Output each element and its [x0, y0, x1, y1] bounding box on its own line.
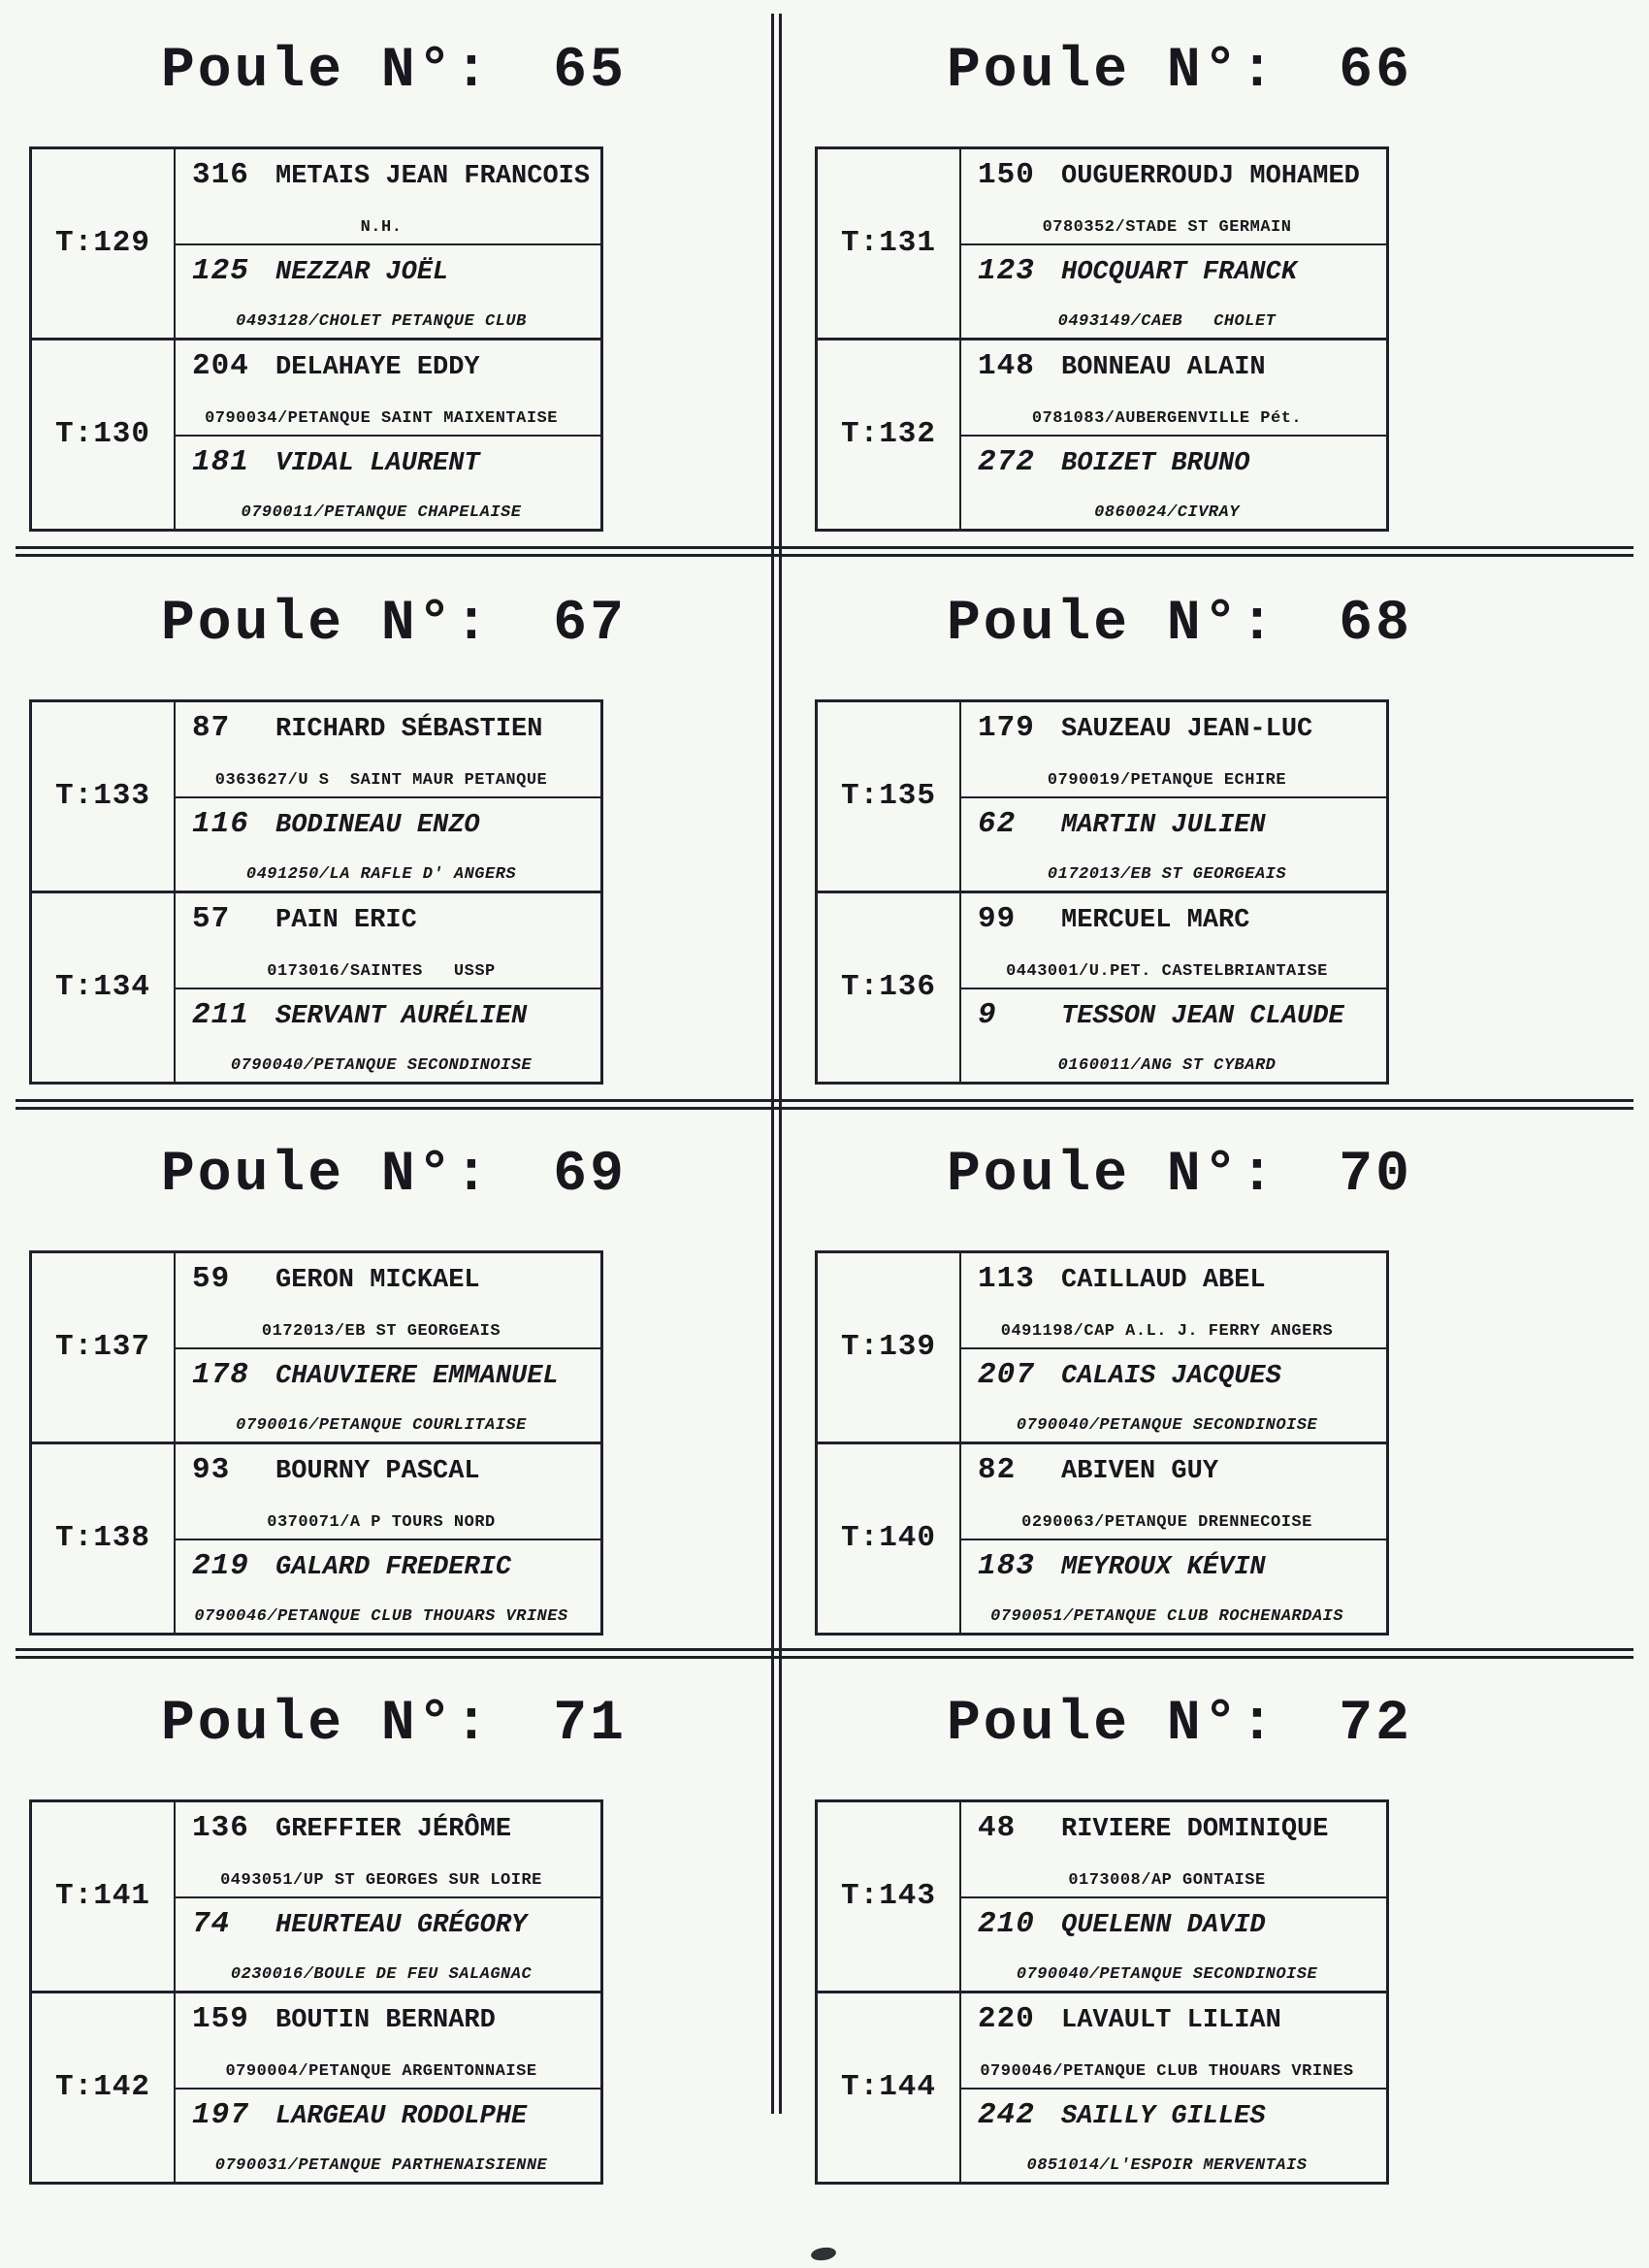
pool-table — [29, 1799, 603, 2185]
player-name: MERCUEL MARC — [1061, 905, 1250, 935]
player-name: HEURTEAU GRÉGORY — [275, 1910, 528, 1940]
player-number: 148 — [978, 348, 1035, 383]
pool-title — [161, 40, 776, 103]
terrain-cell — [818, 340, 961, 529]
players-cell — [176, 149, 600, 338]
player-row — [176, 1993, 600, 2088]
player-row — [961, 1539, 1386, 1633]
player-name: LAVAULT LILIAN — [1061, 2005, 1281, 2035]
pool-title — [947, 40, 1649, 103]
match-row — [32, 149, 600, 338]
terrain-label: T:136 — [840, 970, 936, 1005]
player-name: VIDAL LAURENT — [275, 448, 480, 478]
player-club: 0160011/ANG ST CYBARD — [1057, 1055, 1277, 1075]
player-club: 0790040/PETANQUE SECONDINOISE — [230, 1055, 533, 1075]
player-number: 316 — [192, 157, 249, 192]
player-row — [961, 2088, 1386, 2182]
player-name: SERVANT AURÉLIEN — [275, 1001, 528, 1031]
terrain-cell — [818, 1802, 961, 1991]
player-number: 123 — [978, 253, 1035, 288]
player-number: 272 — [978, 444, 1035, 479]
player-number: 210 — [978, 1906, 1035, 1941]
player-number: 204 — [192, 348, 249, 383]
pool-title-prefix: Poule N°: — [947, 40, 1277, 103]
player-club: 0230016/BOULE DE FEU SALAGNAC — [230, 1964, 533, 1984]
terrain-cell — [818, 149, 961, 338]
player-name: GREFFIER JÉRÔME — [275, 1814, 512, 1844]
player-row — [176, 1253, 600, 1347]
player-row — [961, 1347, 1386, 1442]
player-row — [961, 340, 1386, 435]
terrain-label: T:133 — [54, 779, 150, 814]
pool-number: 72 — [1339, 1693, 1412, 1756]
terrain-label: T:139 — [840, 1330, 936, 1365]
player-row — [961, 1253, 1386, 1347]
player-name: RIVIERE DOMINIQUE — [1061, 1814, 1329, 1844]
match-row — [818, 338, 1386, 529]
players-cell — [961, 340, 1386, 529]
pool-table — [815, 1250, 1389, 1636]
player-number: 99 — [978, 901, 1017, 936]
match-row — [818, 1253, 1386, 1442]
player-row — [961, 1993, 1386, 2088]
player-club: 0860024/CIVRAY — [1094, 502, 1240, 522]
pool-title — [947, 1693, 1649, 1756]
pool-table — [815, 699, 1389, 1085]
player-number: 48 — [978, 1810, 1017, 1845]
match-row — [818, 1802, 1386, 1991]
terrain-cell — [32, 1993, 176, 2182]
player-number: 197 — [192, 2097, 249, 2132]
terrain-label: T:141 — [54, 1879, 150, 1914]
terrain-cell — [818, 1993, 961, 2182]
player-club: 0790019/PETANQUE ECHIRE — [1047, 770, 1287, 790]
player-name: SAUZEAU JEAN-LUC — [1061, 714, 1313, 744]
match-row — [818, 891, 1386, 1082]
player-club: 0790051/PETANQUE CLUB ROCHENARDAIS — [990, 1606, 1343, 1626]
pool-number: 66 — [1339, 40, 1412, 103]
player-row — [961, 796, 1386, 891]
player-name: SAILLY GILLES — [1061, 2101, 1266, 2131]
pool-table — [815, 1799, 1389, 2185]
player-name: BONNEAU ALAIN — [1061, 352, 1266, 382]
player-name: HOCQUART FRANCK — [1061, 257, 1298, 287]
players-cell — [176, 1802, 600, 1991]
pool-title — [161, 1144, 776, 1207]
player-club: 0780352/STADE ST GERMAIN — [1042, 217, 1292, 237]
pool-block — [776, 553, 1649, 1104]
pool-number: 71 — [553, 1693, 627, 1756]
player-club: 0493149/CAEB CHOLET — [1057, 311, 1277, 331]
player-row — [961, 988, 1386, 1082]
player-club: 0790040/PETANQUE SECONDINOISE — [1016, 1964, 1318, 1984]
player-name: CAILLAUD ABEL — [1061, 1265, 1266, 1295]
player-row — [176, 893, 600, 988]
player-row — [176, 1539, 600, 1633]
player-name: GALARD FREDERIC — [275, 1552, 512, 1582]
player-number: 178 — [192, 1357, 249, 1392]
player-name: GERON MICKAEL — [275, 1265, 480, 1295]
terrain-label: T:135 — [840, 779, 936, 814]
player-row — [961, 243, 1386, 338]
pool-table — [815, 146, 1389, 532]
match-row — [32, 1802, 600, 1991]
player-club: 0491198/CAP A.L. J. FERRY ANGERS — [1000, 1321, 1334, 1341]
player-name: NEZZAR JOËL — [275, 257, 449, 287]
terrain-label: T:138 — [54, 1521, 150, 1556]
player-club: 0790046/PETANQUE CLUB THOUARS VRINES — [980, 2061, 1354, 2081]
player-club: 0493128/CHOLET PETANQUE CLUB — [236, 311, 527, 331]
player-number: 9 — [978, 997, 997, 1032]
match-row — [818, 149, 1386, 338]
player-row — [176, 340, 600, 435]
player-row — [176, 1444, 600, 1539]
player-number: 62 — [978, 806, 1017, 841]
player-club: 0790046/PETANQUE CLUB THOUARS VRINES — [194, 1606, 568, 1626]
player-name: MARTIN JULIEN — [1061, 810, 1266, 840]
player-row — [176, 988, 600, 1082]
pool-number: 65 — [553, 40, 627, 103]
player-row — [176, 1802, 600, 1896]
pool-title-prefix: Poule N°: — [947, 1144, 1277, 1207]
players-cell — [176, 1993, 600, 2182]
player-name: PAIN ERIC — [275, 905, 417, 935]
pool-title-prefix: Poule N°: — [161, 40, 492, 103]
pool-title-prefix: Poule N°: — [161, 1144, 492, 1207]
player-name: BODINEAU ENZO — [275, 810, 480, 840]
player-club: 0173016/SAINTES USSP — [267, 961, 496, 981]
pool-title — [161, 1693, 776, 1756]
player-row — [176, 796, 600, 891]
player-number: 219 — [192, 1548, 249, 1583]
player-name: BOURNY PASCAL — [275, 1456, 480, 1486]
player-number: 74 — [192, 1906, 231, 1941]
player-club: 0790031/PETANQUE PARTHENAISIENNE — [214, 2155, 548, 2175]
match-row — [32, 891, 600, 1082]
player-name: BOUTIN BERNARD — [275, 2005, 496, 2035]
pool-block — [0, 0, 776, 553]
pool-title-prefix: Poule N°: — [947, 593, 1277, 656]
players-cell — [961, 1802, 1386, 1991]
player-number: 57 — [192, 901, 231, 936]
player-number: 113 — [978, 1261, 1035, 1296]
match-row — [32, 338, 600, 529]
match-row — [32, 1442, 600, 1633]
pool-block — [776, 0, 1649, 553]
match-row — [818, 702, 1386, 891]
player-club: 0851014/L'ESPOIR MERVENTAIS — [1026, 2155, 1308, 2175]
players-cell — [176, 1444, 600, 1633]
player-number: 136 — [192, 1810, 249, 1845]
player-number: 150 — [978, 157, 1035, 192]
pool-number: 69 — [553, 1144, 627, 1207]
players-cell — [961, 893, 1386, 1082]
player-number: 59 — [192, 1261, 231, 1296]
terrain-label: T:144 — [840, 2070, 936, 2105]
player-row — [961, 1802, 1386, 1896]
player-number: 181 — [192, 444, 249, 479]
player-name: METAIS JEAN FRANCOIS — [275, 161, 591, 191]
player-number: 116 — [192, 806, 249, 841]
player-name: ABIVEN GUY — [1061, 1456, 1219, 1486]
player-number: 207 — [978, 1357, 1035, 1392]
terrain-label: T:143 — [840, 1879, 936, 1914]
terrain-cell — [818, 1444, 961, 1633]
player-row — [176, 702, 600, 796]
player-club: 0493051/UP ST GEORGES SUR LOIRE — [220, 1870, 542, 1890]
player-name: TESSON JEAN CLAUDE — [1061, 1001, 1344, 1031]
player-name: CHAUVIERE EMMANUEL — [275, 1361, 559, 1391]
pool-title-prefix: Poule N°: — [947, 1693, 1277, 1756]
player-club: 0790040/PETANQUE SECONDINOISE — [1016, 1415, 1318, 1435]
player-row — [176, 149, 600, 243]
player-number: 159 — [192, 2001, 249, 2036]
pool-title-prefix: Poule N°: — [161, 1693, 492, 1756]
player-number: 125 — [192, 253, 249, 288]
player-number: 82 — [978, 1452, 1017, 1487]
player-name: MEYROUX KÉVIN — [1061, 1552, 1266, 1582]
players-cell — [961, 702, 1386, 891]
terrain-cell — [32, 893, 176, 1082]
player-club: 0790016/PETANQUE COURLITAISE — [236, 1415, 527, 1435]
player-name: CALAIS JACQUES — [1061, 1361, 1281, 1391]
player-row — [176, 243, 600, 338]
player-club: 0443001/U.PET. CASTELBRIANTAISE — [1006, 961, 1328, 981]
pool-title — [947, 593, 1649, 656]
pool-table — [29, 1250, 603, 1636]
pool-title-prefix: Poule N°: — [161, 593, 492, 656]
pool-block — [0, 1653, 776, 2235]
player-number: 211 — [192, 997, 249, 1032]
player-row — [961, 893, 1386, 988]
player-row — [961, 702, 1386, 796]
player-club: 0370071/A P TOURS NORD — [267, 1512, 496, 1532]
pool-number: 70 — [1339, 1144, 1412, 1207]
players-cell — [176, 702, 600, 891]
player-name: RICHARD SÉBASTIEN — [275, 714, 543, 744]
player-club: 0491250/LA RAFLE D' ANGERS — [245, 864, 517, 884]
player-club: 0781083/AUBERGENVILLE Pét. — [1031, 408, 1303, 428]
match-row — [32, 702, 600, 891]
player-row — [176, 1347, 600, 1442]
player-number: 87 — [192, 710, 231, 745]
player-club: 0363627/U S SAINT MAUR PETANQUE — [214, 770, 548, 790]
player-name: OUGUERROUDJ MOHAMED — [1061, 161, 1360, 191]
players-cell — [961, 1993, 1386, 2182]
player-number: 93 — [192, 1452, 231, 1487]
pool-block — [0, 553, 776, 1104]
terrain-label: T:131 — [840, 226, 936, 261]
terrain-label: T:130 — [54, 417, 150, 452]
player-name: BOIZET BRUNO — [1061, 448, 1250, 478]
player-row — [176, 435, 600, 529]
player-number: 183 — [978, 1548, 1035, 1583]
player-name: QUELENN DAVID — [1061, 1910, 1266, 1940]
terrain-label: T:129 — [54, 226, 150, 261]
player-club: 0172013/EB ST GEORGEAIS — [261, 1321, 501, 1341]
pool-number: 68 — [1339, 593, 1412, 656]
player-row — [961, 1896, 1386, 1991]
terrain-cell — [818, 893, 961, 1082]
terrain-label: T:134 — [54, 970, 150, 1005]
players-cell — [176, 1253, 600, 1442]
pool-title — [161, 593, 776, 656]
players-cell — [961, 149, 1386, 338]
player-club: 0172013/EB ST GEORGEAIS — [1047, 864, 1287, 884]
ink-smudge — [810, 2246, 837, 2261]
terrain-cell — [32, 1253, 176, 1442]
pool-table — [29, 146, 603, 532]
player-row — [961, 1444, 1386, 1539]
players-cell — [961, 1253, 1386, 1442]
player-club: 0790034/PETANQUE SAINT MAIXENTAISE — [205, 408, 558, 428]
player-club: 0290063/PETANQUE DRENNECOISE — [1021, 1512, 1312, 1532]
player-row — [176, 1896, 600, 1991]
player-name: DELAHAYE EDDY — [275, 352, 480, 382]
player-club: 0790004/PETANQUE ARGENTONNAISE — [225, 2061, 537, 2081]
match-row — [32, 1253, 600, 1442]
player-club: 0173008/AP GONTAISE — [1068, 1870, 1266, 1890]
match-row — [818, 1991, 1386, 2182]
terrain-label: T:140 — [840, 1521, 936, 1556]
pool-number: 67 — [553, 593, 627, 656]
terrain-cell — [32, 340, 176, 529]
terrain-label: T:137 — [54, 1330, 150, 1365]
players-cell — [176, 893, 600, 1082]
match-row — [818, 1442, 1386, 1633]
match-row — [32, 1991, 600, 2182]
player-club: N.H. — [360, 217, 403, 237]
pool-title — [947, 1144, 1649, 1207]
pool-block — [776, 1653, 1649, 2235]
player-name: LARGEAU RODOLPHE — [275, 2101, 528, 2131]
players-cell — [961, 1444, 1386, 1633]
player-row — [961, 435, 1386, 529]
terrain-cell — [32, 149, 176, 338]
terrain-cell — [32, 702, 176, 891]
pool-block — [776, 1104, 1649, 1653]
terrain-cell — [818, 1253, 961, 1442]
terrain-label: T:132 — [840, 417, 936, 452]
player-row — [961, 149, 1386, 243]
player-number: 242 — [978, 2097, 1035, 2132]
player-row — [176, 2088, 600, 2182]
terrain-cell — [32, 1444, 176, 1633]
terrain-cell — [818, 702, 961, 891]
pool-table — [29, 699, 603, 1085]
player-club: 0790011/PETANQUE CHAPELAISE — [241, 502, 522, 522]
terrain-cell — [32, 1802, 176, 1991]
player-number: 179 — [978, 710, 1035, 745]
players-cell — [176, 340, 600, 529]
terrain-label: T:142 — [54, 2070, 150, 2105]
pool-block — [0, 1104, 776, 1653]
player-number: 220 — [978, 2001, 1035, 2036]
